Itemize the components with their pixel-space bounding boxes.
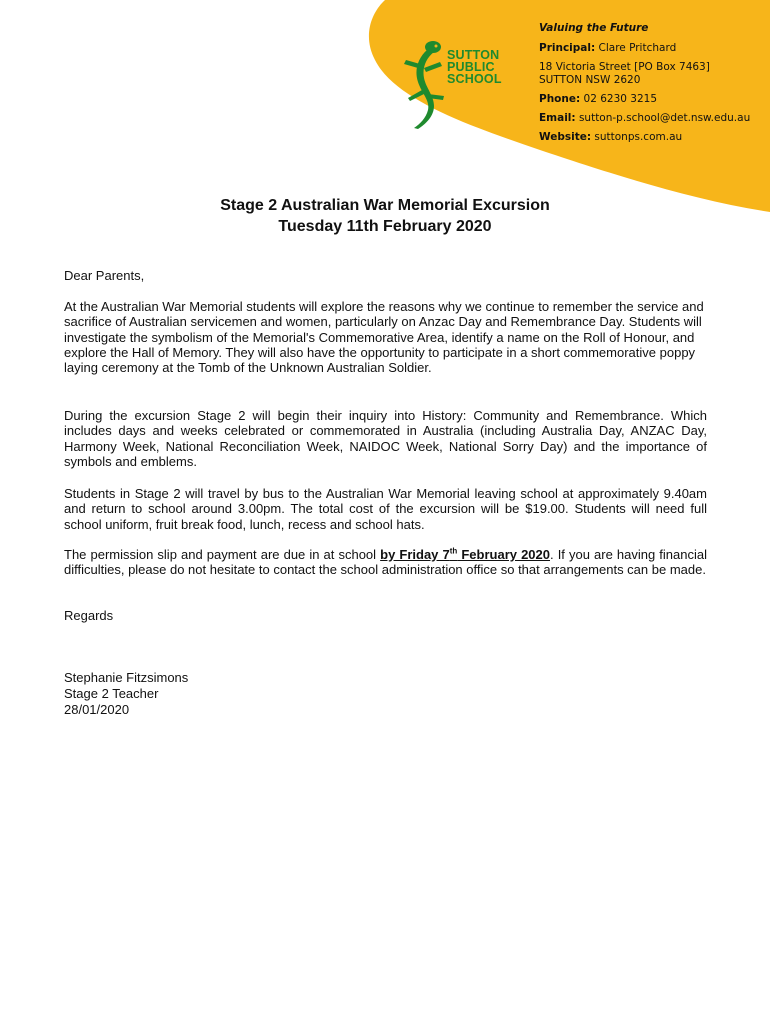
paragraph-2: During the excursion Stage 2 will begin their inquiry into History: Community and Remembrance. Which includes days and weeks celebrated or commemorated in Australia (including Australia Day, ANZAC Day, Harmony Week, National Reconciliation Week, NAIDOC Week, National Sorry Day) and the importance of symbols and emblems. bbox=[64, 408, 707, 469]
signature-name: Stephanie Fitzsimons bbox=[64, 670, 189, 685]
email-line: Email: sutton-p.school@det.nsw.edu.au bbox=[539, 112, 751, 124]
closing: Regards bbox=[64, 608, 114, 623]
school-motto: Valuing the Future bbox=[539, 22, 649, 34]
signature-role: Stage 2 Teacher bbox=[64, 686, 159, 701]
address-line-1: 18 Victoria Street [PO Box 7463] bbox=[539, 61, 710, 73]
letter-date-title: Tuesday 11th February 2020 bbox=[278, 218, 492, 235]
paragraph-3: Students in Stage 2 will travel by bus to the Australian War Memorial leaving school at approximately 9.40am and return to school around 3.00pm. The total cost of the excursion will be $19.00. Students will need full school uniform, fruit break food, lunch, recess and school hats. bbox=[64, 486, 707, 532]
paragraph-4: The permission slip and payment are due in at school by Friday 7th February 2020. If you are having financial difficulties, please do not hesitate to contact the school administration office so that arrangements can be made. bbox=[64, 546, 707, 578]
address-line-2: SUTTON NSW 2620 bbox=[539, 74, 641, 86]
phone-line: Phone: 02 6230 3215 bbox=[539, 93, 658, 105]
principal-line: Principal: Clare Pritchard bbox=[539, 42, 677, 54]
paragraph-1: At the Australian War Memorial students will explore the reasons why we continue to remember the service and sacrifice of Australian servicemen and women, particularly on Anzac Day and Remembrance Day. Students will investigate the symbolism of the Memorial's Commemorative Area, identify a name on the Roll of Honour, and explore the Hall of Memory. They will also have the opportunity to participate in a short commemorative poppy laying ceremony at the Tomb of the Unknown Australian Soldier. bbox=[64, 299, 704, 376]
website-link[interactable]: suttonps.com.au bbox=[594, 131, 683, 143]
payment-deadline: by Friday 7th February 2020 bbox=[380, 546, 550, 562]
school-contact-block bbox=[539, 22, 764, 144]
website-line: Website: suttonps.com.au bbox=[539, 131, 683, 143]
letter-title: Stage 2 Australian War Memorial Excursion bbox=[220, 197, 550, 214]
school-logo-text: SUTTON PUBLIC SCHOOL bbox=[447, 48, 502, 86]
greeting: Dear Parents, bbox=[64, 268, 145, 283]
signature-date: 28/01/2020 bbox=[64, 702, 130, 717]
lizard-logo-icon bbox=[400, 38, 450, 130]
email-link[interactable]: sutton-p.school@det.nsw.edu.au bbox=[578, 112, 751, 124]
